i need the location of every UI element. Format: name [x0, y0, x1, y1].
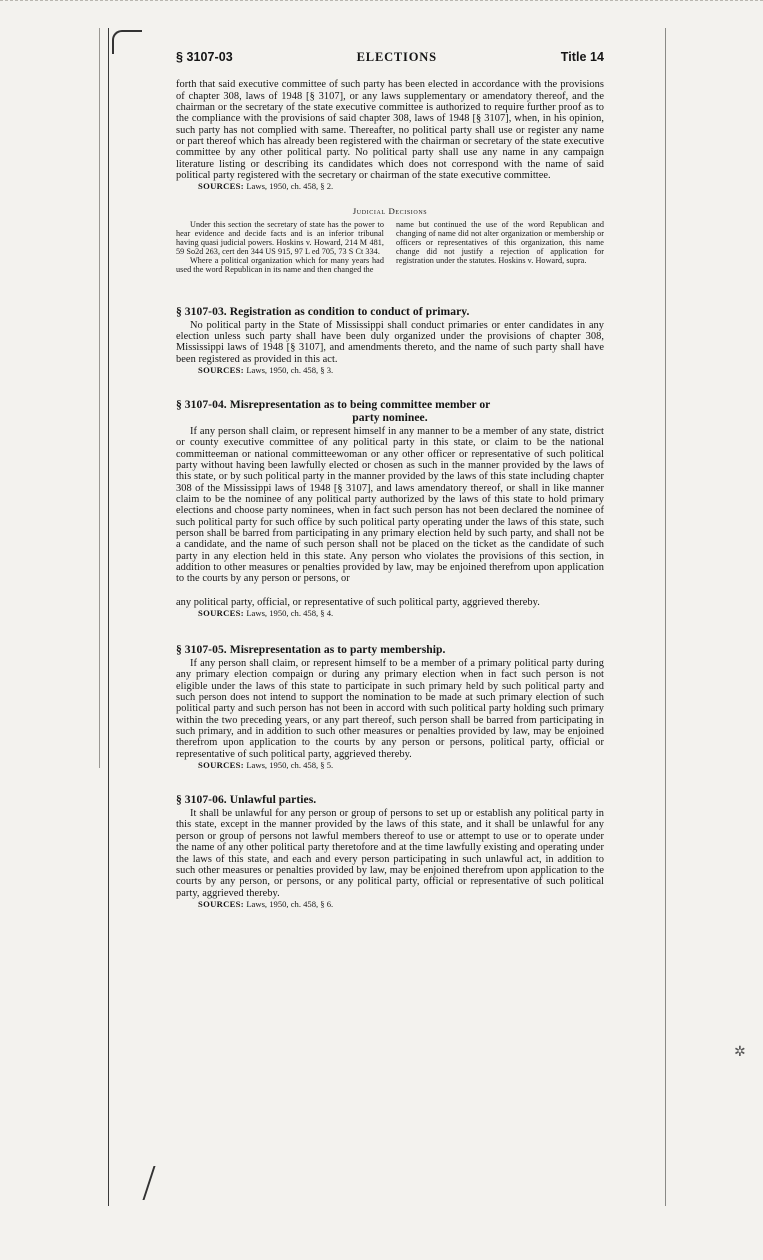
- section-ref: § 3107-03: [176, 50, 233, 64]
- annotation-paragraph: name but continued the use of the word Republican and changing of name did not alter organization or membership or officers or representatives of this organization, this name change did not justify a rejection of application for registration under the statutes. Hoskins v. Howard, supra.: [396, 219, 604, 265]
- sources-line: SOURCES: Laws, 1950, ch. 458, § 5.: [198, 760, 334, 771]
- running-head: [176, 52, 604, 63]
- title-number: Title 14: [560, 50, 604, 64]
- judicial-decisions-heading: Judicial Decisions: [352, 206, 428, 217]
- section-body: It shall be unlawful for any person or group of persons to set up or establish any political party in this state, except in the manner provided by the laws of this state, and it shall be unlawful for any person or group of persons not lawful members thereof to use or attempt to use or to operate under the name of any other political party theretofore and at the time lawfully existing and operating under the laws of this state, and each and every person participating in such unlawful act, in addition to such other measures or penalties provided by law, may be enjoined therefrom upon application to the courts by any person, or persons, or any political party, official or representative of such political party, aggrieved thereby.: [176, 808, 604, 899]
- chapter-title: ELECTIONS: [356, 50, 437, 64]
- section-heading: § 3107-06. Unlawful parties.: [176, 793, 317, 807]
- sources-line: SOURCES: Laws, 1950, ch. 458, § 3.: [198, 364, 334, 375]
- scan-speck: ✲: [734, 1045, 746, 1060]
- binding-mark: [112, 30, 142, 54]
- page-content: [176, 52, 604, 910]
- section-body: No political party in the State of Mississippi shall conduct primaries or enter candidates in any election unless such party shall have been duly organized under the provisions of chapter 308, Mississippi laws of 1948 [§ 3107], and amendments thereto, and the name of such party shall have been registered as provided in this act.: [176, 319, 604, 365]
- section-body: If any person shall claim, or represent himself in any manner to be a member of any state, district or county executive committee of any political party in this state, or claim to be the national committeeman or national committeewoman or any other officer or representative of such political party without having been lawfully elected or chosen as such in the manner provided by the laws of this state, or by such political party in the manner provided by the laws of this state including chapter 308 of the Mississippi laws of 1948 [§ 3107], and laws amendatory thereof, or shall in like manner claim to be the nominee of any political party authorized by the laws of this state to hold primary elections and choose party nominees, when in fact such person has not been declared the nominee of such political party for such office by such political party operating under the laws of this state, such person shall be barred from participating in any primary election held by such party, and shall not be a candidate, and the name of such person shall not be placed on the ticket as the candidate of such party in any election held in this state. Any person who violates the provisions of this section, in addition to other measures or penalties provided by law, may be enjoined therefrom upon application to the courts by any person or persons, or: [176, 425, 604, 585]
- section-body-continued: any political party, official, or representative of such political party, aggrieved thereby.: [176, 596, 540, 608]
- sources-line: SOURCES: Laws, 1950, ch. 458, § 4.: [198, 608, 334, 619]
- sources-line: SOURCES: Laws, 1950, ch. 458, § 2.: [198, 181, 334, 192]
- annotation-column-right: [396, 221, 604, 275]
- section-heading: § 3107-03. Registration as condition to conduct of primary.: [176, 304, 470, 318]
- section-heading: § 3107-05. Misrepresentation as to party membership.: [176, 643, 446, 657]
- annotation-paragraph: Where a political organization which for many years had used the word Republican in its name and then changed the: [176, 255, 384, 274]
- section-heading: § 3107-04. Misrepresentation as to being committee member or party nominee.: [176, 397, 491, 424]
- sources-line: SOURCES: Laws, 1950, ch. 458, § 6.: [198, 898, 334, 909]
- section-body: If any person shall claim, or represent himself to be a member of a primary political party during any primary election compaign or during any primary election when in fact such person is not eligible under the laws of this state to participate in such primary held by such political party and such person does not intend to support the nomination to be made at such primary election of such political party and such person has not been in accord with such political party holding such primary within the two preceding years, or any part thereof, such person shall be barred from participating in such primary, and in addition to such other measures or penalties provided by law, may be enjoined therefrom upon application to the courts by any person or persons, political party, official or representative of such political party, aggrieved thereby.: [176, 658, 604, 760]
- annotation-paragraph: Under this section the secretary of state has the power to hear evidence and decide facts and is an inferior tribunal having quasi judicial powers. Hoskins v. Howard, 214 M 481, 59 So2d 263, cert den 344 US 915, 97 L ed 705, 73 S Ct 334.: [176, 219, 384, 256]
- scan-edge: [0, 0, 763, 6]
- annotation-column-left: [176, 221, 384, 275]
- judicial-decisions: [176, 221, 604, 275]
- continued-paragraph: forth that said executive committee of such party has been elected in accordance with the provisions of chapter 308, laws of 1948 [§ 3107], or any laws supplementary or amendatory thereof, and the chairman or the secretary of the state executive committee is authorized to require further proof as to the compliance with the provisions of said chapter 308, laws of 1948 [§ 3107], when, in his opinion, such party has not complied with same. Thereafter, no political party shall use or register any name or part thereof which has already been registered with the chairman or secretary of the state executive committee by any other political party. No political party shall use any name in any campaign literature listing or describing its candidates which does not correspond with the name of said political party registered with the secretary or chairman of the state executive committee.: [176, 79, 604, 182]
